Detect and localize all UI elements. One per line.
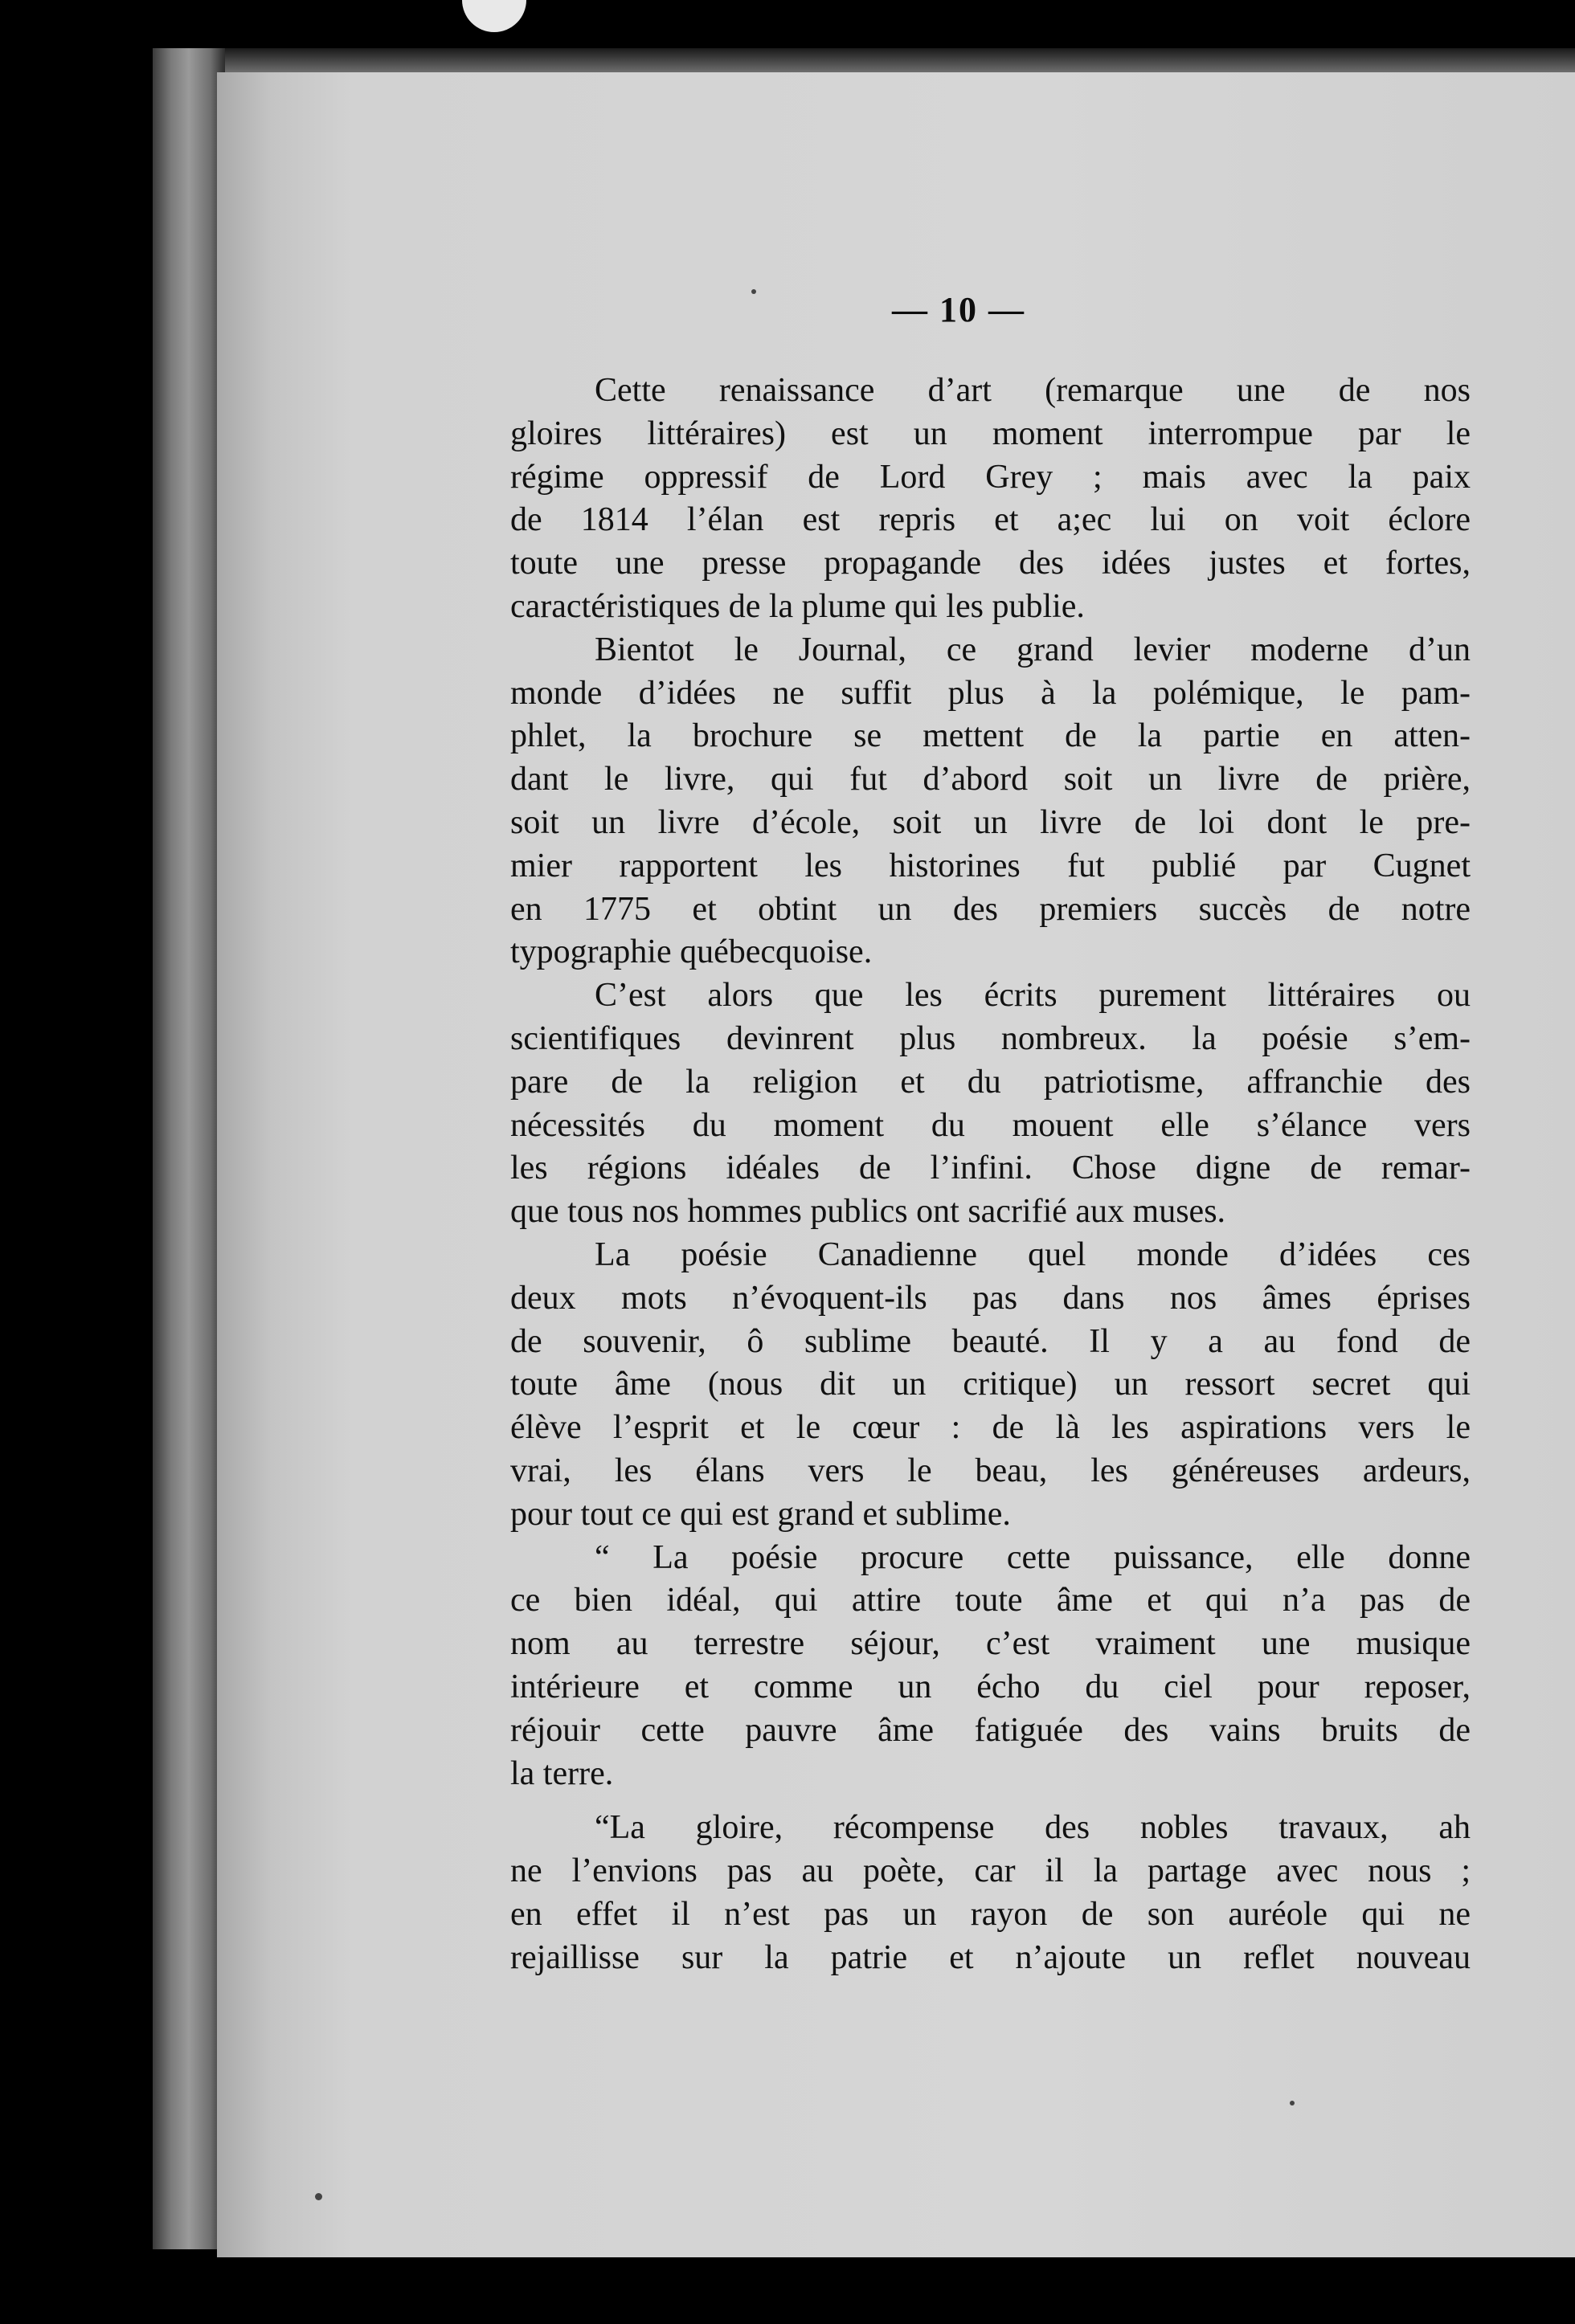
- paragraph: [510, 370, 1471, 629]
- text-line: pare de la religion et du patriotisme, affranchie des: [510, 1063, 1471, 1101]
- text-line: nécessités du moment du mouent elle s’élance vers: [510, 1106, 1471, 1144]
- text-line: “La gloire, récompense des nobles travaux, ah: [595, 1809, 1471, 1847]
- text-line: monde d’idées ne suffit plus à la polémique, le pam-: [510, 674, 1471, 712]
- paragraph: [510, 1537, 1471, 1796]
- dust-speck: [751, 289, 756, 294]
- text-line: typographie québecquoise.: [510, 933, 873, 971]
- text-line: la terre.: [510, 1754, 614, 1792]
- paragraph: [510, 629, 1471, 974]
- text-line: dant le livre, qui fut d’abord soit un livre de prière,: [510, 761, 1471, 798]
- text-line: toute âme (nous dit un critique) un ressort secret qui: [510, 1366, 1471, 1403]
- scan-artifact: [462, 0, 526, 32]
- text-line: de 1814 l’élan est repris et a;ec lui on voit éclore: [510, 501, 1471, 539]
- text-line: scientifiques devinrent plus nombreux. la poésie s’em-: [510, 1019, 1471, 1057]
- text-line: rejaillisse sur la patrie et n’ajoute un reflet nouveau: [510, 1938, 1471, 1976]
- text-line: caractéristiques de la plume qui les publie.: [510, 587, 1085, 625]
- paragraph-gap: [510, 1795, 1471, 1807]
- text-line: les régions idéales de l’infini. Chose digne de remar-: [510, 1150, 1471, 1187]
- text-line: en 1775 et obtint un des premiers succès de notre: [510, 890, 1471, 928]
- text-line: nom au terrestre séjour, c’est vraiment une musique: [510, 1625, 1471, 1663]
- text-line: phlet, la brochure se mettent de la partie en atten-: [510, 717, 1471, 755]
- page-number: — 10 —: [892, 290, 1025, 329]
- text-line: ne l’envions pas au poète, car il la partage avec nous ;: [510, 1852, 1471, 1890]
- text-line: deux mots n’évoquent-ils pas dans nos âmes éprises: [510, 1279, 1471, 1317]
- text-line: gloires littéraires) est un moment interrompue par le: [510, 415, 1471, 452]
- text-line: La poésie Canadienne quel monde d’idées ces: [595, 1236, 1471, 1273]
- text-line: en effet il n’est pas un rayon de son auréole qui ne: [510, 1895, 1471, 1933]
- text-line: C’est alors que les écrits purement littéraires ou: [595, 977, 1471, 1015]
- text-line: réjouir cette pauvre âme fatiguée des vains bruits de: [510, 1711, 1471, 1749]
- text-line: Bientot le Journal, ce grand levier moderne d’un: [595, 631, 1471, 668]
- text-line: ce bien idéal, qui attire toute âme et qui n’a pas de: [510, 1582, 1471, 1619]
- text-line: élève l’esprit et le cœur : de là les aspirations vers le: [510, 1409, 1471, 1447]
- text-line: que tous nos hommes publics ont sacrifié aux muses.: [510, 1193, 1226, 1231]
- paragraph: [510, 974, 1471, 1234]
- body-text: [510, 370, 1471, 1979]
- paragraph: [510, 1807, 1471, 1979]
- text-line: régime oppressif de Lord Grey ; mais avec la paix: [510, 458, 1471, 496]
- text-line: Cette renaissance d’art (remarque une de nos: [595, 372, 1471, 409]
- book-fore-edge: [153, 48, 225, 2249]
- text-line: pour tout ce qui est grand et sublime.: [510, 1495, 1011, 1533]
- text-line: “ La poésie procure cette puissance, elle donne: [595, 1538, 1471, 1576]
- text-line: de souvenir, ô sublime beauté. Il y a au fond de: [510, 1322, 1471, 1360]
- text-line: toute une presse propagande des idées justes et fortes,: [510, 545, 1471, 582]
- paragraph: [510, 1234, 1471, 1537]
- text-line: vrai, les élans vers le beau, les généreuses ardeurs,: [510, 1452, 1471, 1489]
- text-line: soit un livre d’école, soit un livre de loi dont le pre-: [510, 803, 1471, 841]
- text-line: intérieure et comme un écho du ciel pour reposer,: [510, 1668, 1471, 1705]
- dust-speck: [1290, 2101, 1295, 2105]
- dust-speck: [315, 2193, 322, 2200]
- text-line: mier rapportent les historines fut publié par Cugnet: [510, 847, 1471, 884]
